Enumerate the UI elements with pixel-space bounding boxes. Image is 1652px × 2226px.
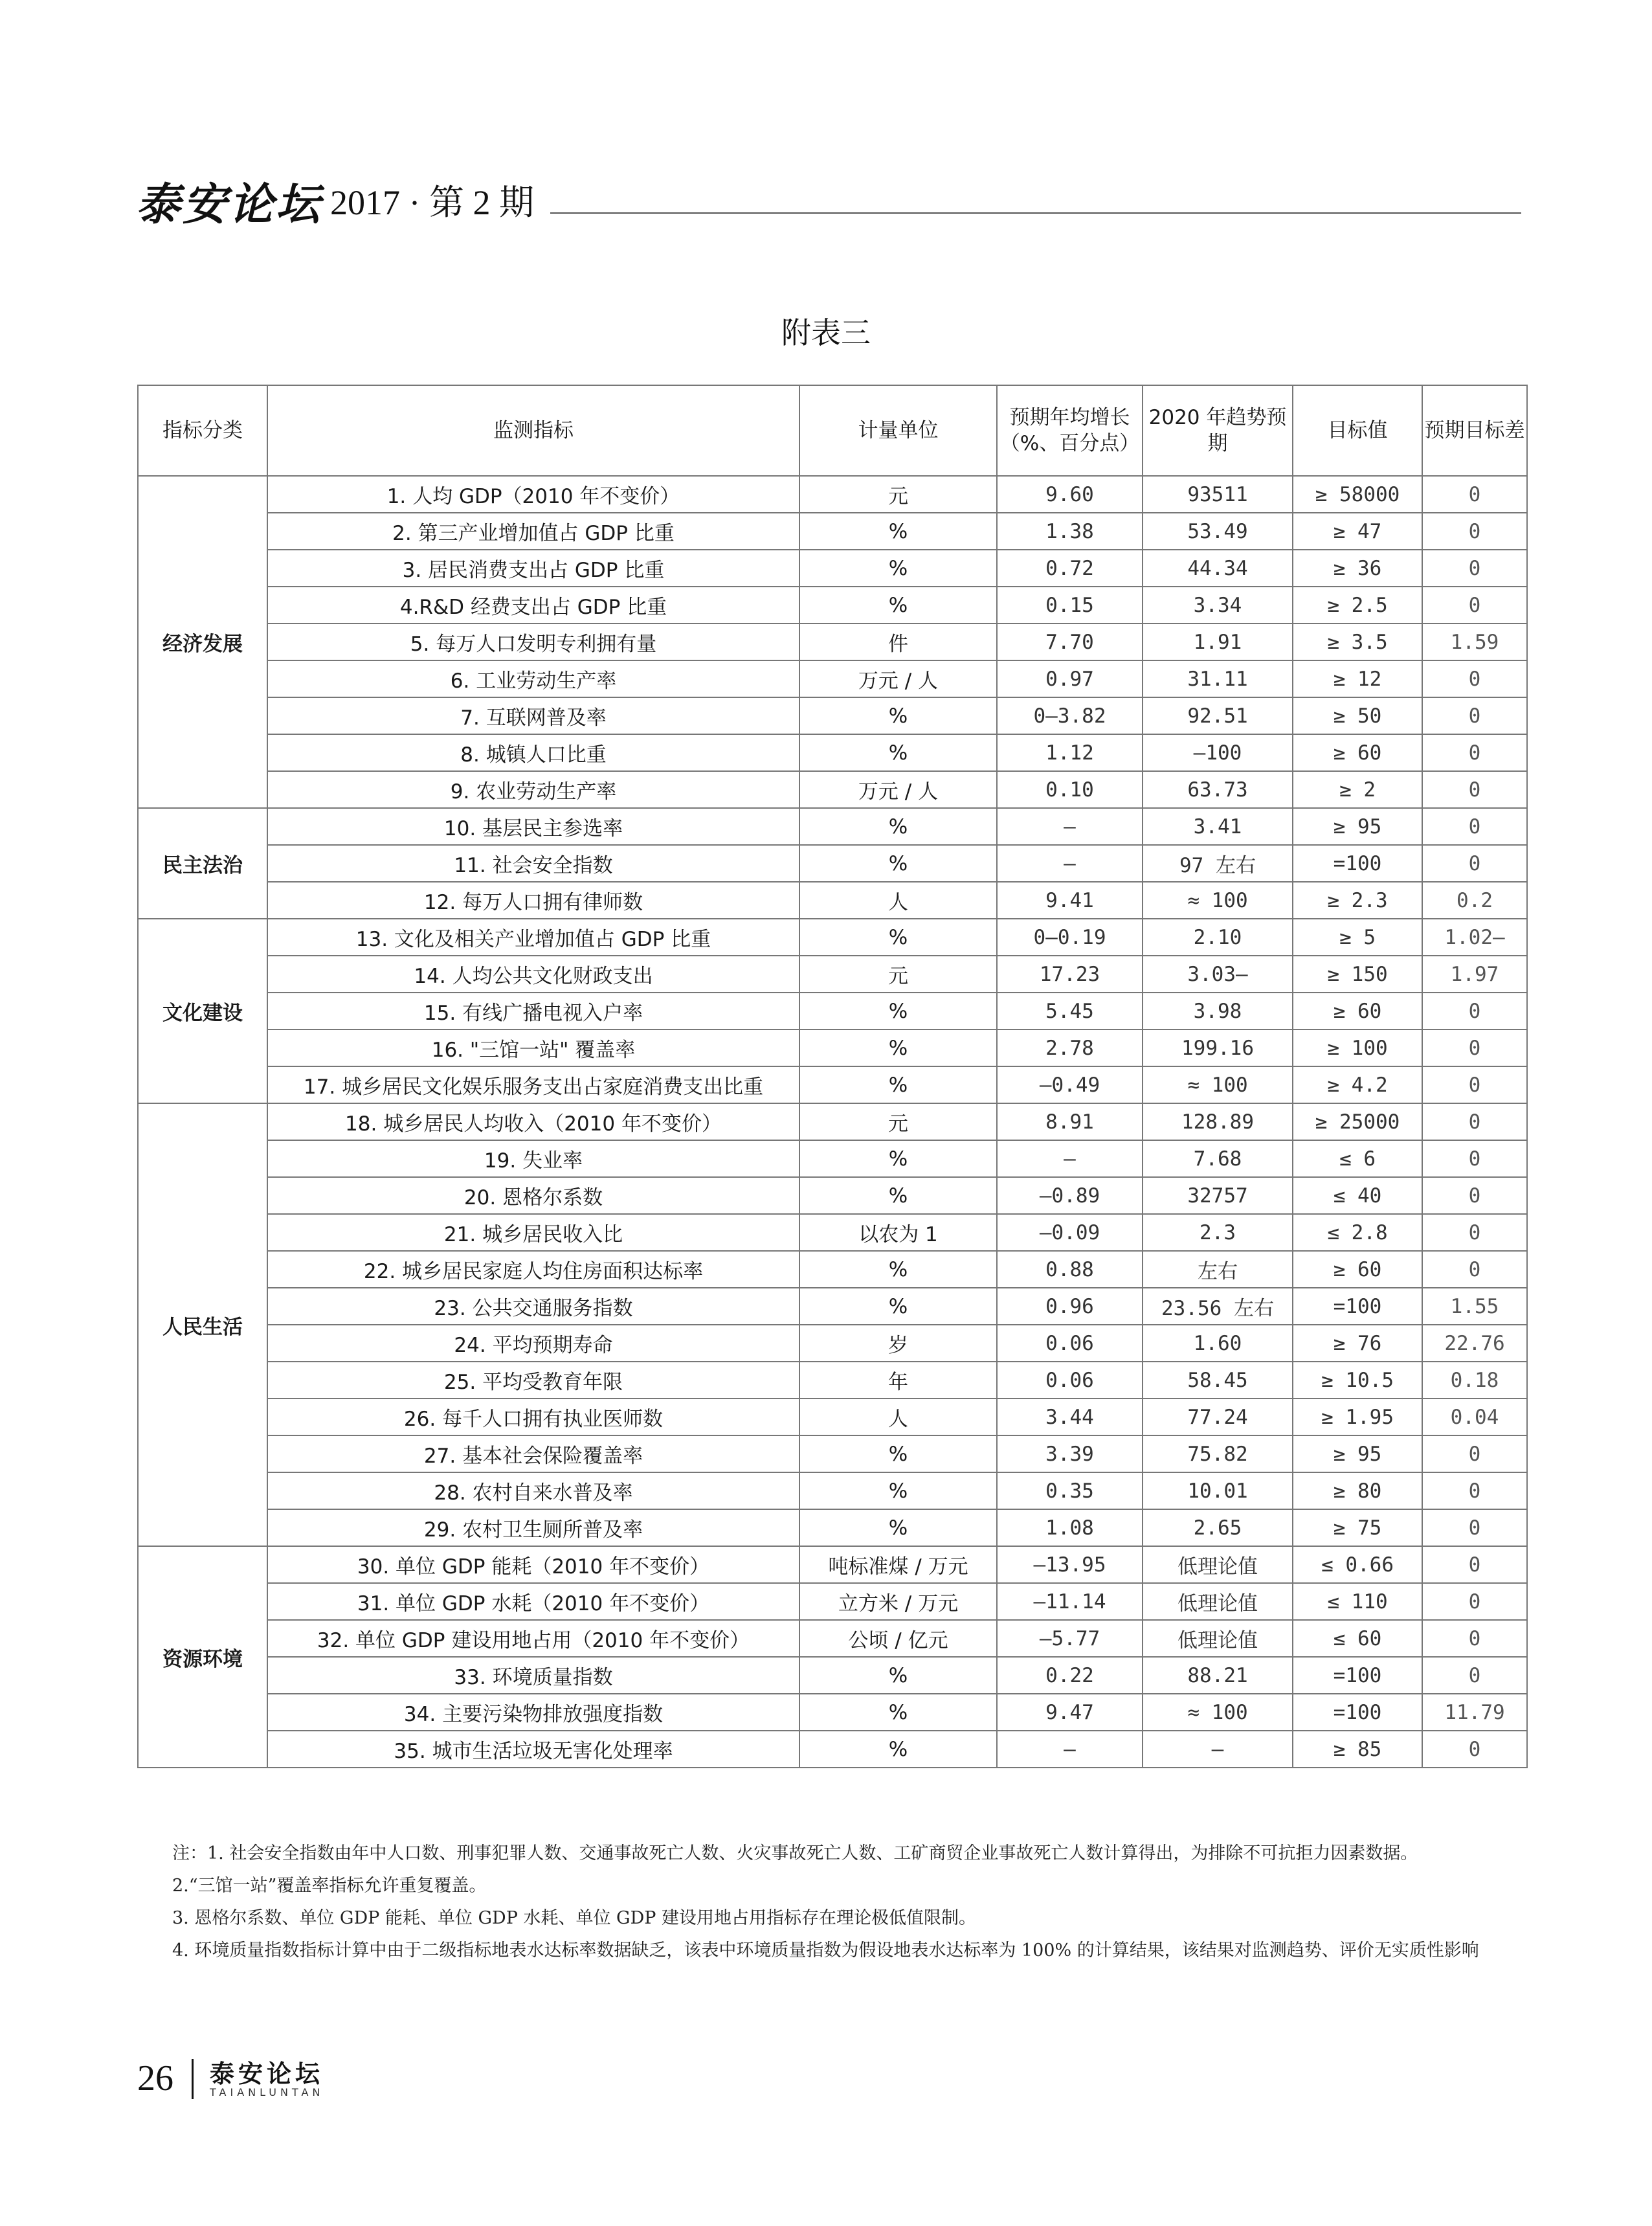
indicator-cell: 23. 公共交通服务指数: [267, 1288, 799, 1325]
growth-cell: —: [997, 808, 1143, 845]
target-cell: ≥ 25000: [1293, 1103, 1422, 1140]
target-cell: ≥ 100: [1293, 1029, 1422, 1066]
indicator-cell: 27. 基本社会保险覆盖率: [267, 1435, 799, 1472]
growth-cell: 3.39: [997, 1435, 1143, 1472]
growth-cell: 0.35: [997, 1472, 1143, 1509]
growth-cell: 1.08: [997, 1509, 1143, 1546]
table-row: [138, 1546, 1527, 1583]
target-cell: ≤ 6: [1293, 1140, 1422, 1177]
table-row: [138, 1251, 1527, 1288]
growth-cell: 0.22: [997, 1657, 1143, 1694]
target-cell: ≤ 0.66: [1293, 1546, 1422, 1583]
indicator-cell: 35. 城市生活垃圾无害化处理率: [267, 1731, 799, 1768]
forecast-cell: 88.21: [1143, 1657, 1293, 1694]
indicator-cell: 1. 人均 GDP（2010 年不变价）: [267, 476, 799, 513]
gap-cell: 0: [1422, 993, 1527, 1029]
unit-cell: 公顷 / 亿元: [799, 1620, 997, 1657]
target-cell: =100: [1293, 1288, 1422, 1325]
forecast-cell: ≈ 100: [1143, 1066, 1293, 1103]
growth-cell: 0.06: [997, 1362, 1143, 1399]
table-row: [138, 1177, 1527, 1214]
unit-cell: %: [799, 1657, 997, 1694]
forecast-cell: 63.73: [1143, 771, 1293, 808]
forecast-cell: 低理论值: [1143, 1546, 1293, 1583]
growth-cell: 5.45: [997, 993, 1143, 1029]
target-cell: ≥ 150: [1293, 956, 1422, 993]
target-cell: ≥ 60: [1293, 734, 1422, 771]
forecast-cell: 低理论值: [1143, 1620, 1293, 1657]
target-cell: ≥ 4.2: [1293, 1066, 1422, 1103]
unit-cell: 元: [799, 956, 997, 993]
indicator-cell: 4.R&D 经费支出占 GDP 比重: [267, 587, 799, 624]
table-row: [138, 660, 1527, 697]
unit-cell: 人: [799, 1399, 997, 1435]
forecast-cell: ≈ 100: [1143, 882, 1293, 919]
target-cell: ≥ 60: [1293, 993, 1422, 1029]
growth-cell: —13.95: [997, 1546, 1143, 1583]
growth-cell: 7.70: [997, 624, 1143, 660]
table-notes: [137, 1838, 1526, 1967]
table-row: [138, 808, 1527, 845]
unit-cell: 件: [799, 624, 997, 660]
table-row: [138, 513, 1527, 550]
target-cell: ≥ 36: [1293, 550, 1422, 587]
gap-cell: 0.18: [1422, 1362, 1527, 1399]
indicator-cell: 8. 城镇人口比重: [267, 734, 799, 771]
forecast-cell: 31.11: [1143, 660, 1293, 697]
target-cell: ≥ 10.5: [1293, 1362, 1422, 1399]
category-cell: 经济发展: [138, 476, 267, 808]
target-cell: ≥ 95: [1293, 808, 1422, 845]
forecast-cell: 23.56 左右: [1143, 1288, 1293, 1325]
gap-cell: 0: [1422, 513, 1527, 550]
col-header: 计量单位: [799, 385, 997, 476]
forecast-cell: 75.82: [1143, 1435, 1293, 1472]
target-cell: ≥ 2: [1293, 771, 1422, 808]
note-3: 3. 恩格尔系数、单位 GDP 能耗、单位 GDP 水耗、单位 GDP 建设用地占用指标存在理论极低值限制。: [172, 1908, 976, 1928]
table-row: [138, 1620, 1527, 1657]
table-header-row: [138, 385, 1527, 476]
unit-cell: 吨标准煤 / 万元: [799, 1546, 997, 1583]
target-cell: ≥ 47: [1293, 513, 1422, 550]
table-row: [138, 697, 1527, 734]
growth-cell: 0.88: [997, 1251, 1143, 1288]
unit-cell: %: [799, 1509, 997, 1546]
growth-cell: 0—3.82: [997, 697, 1143, 734]
indicator-cell: 5. 每万人口发明专利拥有量: [267, 624, 799, 660]
gap-cell: 0: [1422, 1472, 1527, 1509]
gap-cell: 0: [1422, 1435, 1527, 1472]
table-title: 附表三: [781, 315, 871, 350]
table-row: [138, 1657, 1527, 1694]
indicator-cell: 2. 第三产业增加值占 GDP 比重: [267, 513, 799, 550]
footer-journal-cn: 泰安论坛: [210, 2060, 324, 2088]
table-row: [138, 956, 1527, 993]
gap-cell: 22.76: [1422, 1325, 1527, 1362]
indicator-cell: 20. 恩格尔系数: [267, 1177, 799, 1214]
table-row: [138, 1103, 1527, 1140]
growth-cell: 9.47: [997, 1694, 1143, 1731]
growth-cell: 2.78: [997, 1029, 1143, 1066]
header-rule: [550, 212, 1521, 214]
unit-cell: %: [799, 993, 997, 1029]
growth-cell: 17.23: [997, 956, 1143, 993]
col-header: 指标分类: [138, 385, 267, 476]
table-row: [138, 1214, 1527, 1251]
growth-cell: —0.09: [997, 1214, 1143, 1251]
note-4: 4. 环境质量指数指标计算中由于二级指标地表水达标率数据缺乏，该表中环境质量指数为假设地表水达标率为 100% 的计算结果，该结果对监测趋势、评价无实质性影响: [172, 1940, 1479, 1961]
forecast-cell: 7.68: [1143, 1140, 1293, 1177]
page-number: 26: [137, 2058, 173, 2098]
indicator-cell: 9. 农业劳动生产率: [267, 771, 799, 808]
target-cell: ≤ 60: [1293, 1620, 1422, 1657]
gap-cell: 0: [1422, 1657, 1527, 1694]
growth-cell: 0—0.19: [997, 919, 1143, 956]
indicator-cell: 30. 单位 GDP 能耗（2010 年不变价）: [267, 1546, 799, 1583]
table-row: [138, 1362, 1527, 1399]
gap-cell: 0: [1422, 1214, 1527, 1251]
growth-cell: —0.89: [997, 1177, 1143, 1214]
col-header: 目标值: [1293, 385, 1422, 476]
forecast-cell: 32757: [1143, 1177, 1293, 1214]
indicator-cell: 28. 农村自来水普及率: [267, 1472, 799, 1509]
indicator-cell: 7. 互联网普及率: [267, 697, 799, 734]
growth-cell: 9.60: [997, 476, 1143, 513]
unit-cell: %: [799, 1066, 997, 1103]
indicator-cell: 24. 平均预期寿命: [267, 1325, 799, 1362]
target-cell: =100: [1293, 1694, 1422, 1731]
indicator-cell: 34. 主要污染物排放强度指数: [267, 1694, 799, 1731]
table-row: [138, 993, 1527, 1029]
gap-cell: 1.59: [1422, 624, 1527, 660]
gap-cell: 0: [1422, 808, 1527, 845]
indicator-cell: 12. 每万人口拥有律师数: [267, 882, 799, 919]
growth-cell: 0.06: [997, 1325, 1143, 1362]
growth-cell: 0.10: [997, 771, 1143, 808]
target-cell: ≥ 75: [1293, 1509, 1422, 1546]
forecast-cell: 77.24: [1143, 1399, 1293, 1435]
forecast-cell: 3.03—: [1143, 956, 1293, 993]
gap-cell: 0: [1422, 550, 1527, 587]
unit-cell: %: [799, 513, 997, 550]
unit-cell: 万元 / 人: [799, 771, 997, 808]
indicator-cell: 29. 农村卫生厕所普及率: [267, 1509, 799, 1546]
gap-cell: 0: [1422, 660, 1527, 697]
growth-cell: 9.41: [997, 882, 1143, 919]
target-cell: ≥ 50: [1293, 697, 1422, 734]
unit-cell: %: [799, 845, 997, 882]
gap-cell: 0: [1422, 587, 1527, 624]
unit-cell: %: [799, 1140, 997, 1177]
forecast-cell: 3.41: [1143, 808, 1293, 845]
category-cell: 文化建设: [138, 919, 267, 1103]
forecast-cell: 1.60: [1143, 1325, 1293, 1362]
target-cell: =100: [1293, 1657, 1422, 1694]
unit-cell: 万元 / 人: [799, 660, 997, 697]
gap-cell: 0.04: [1422, 1399, 1527, 1435]
journal-title: 泰安论坛: [136, 179, 323, 230]
unit-cell: %: [799, 1435, 997, 1472]
indicator-cell: 18. 城乡居民人均收入（2010 年不变价）: [267, 1103, 799, 1140]
gap-cell: 0: [1422, 1620, 1527, 1657]
gap-cell: 0: [1422, 476, 1527, 513]
growth-cell: 0.15: [997, 587, 1143, 624]
target-cell: ≥ 76: [1293, 1325, 1422, 1362]
unit-cell: %: [799, 1288, 997, 1325]
forecast-cell: 53.49: [1143, 513, 1293, 550]
table-row: [138, 734, 1527, 771]
gap-cell: 0: [1422, 1509, 1527, 1546]
indicator-cell: 21. 城乡居民收入比: [267, 1214, 799, 1251]
unit-cell: %: [799, 697, 997, 734]
table-row: [138, 882, 1527, 919]
target-cell: ≥ 2.5: [1293, 587, 1422, 624]
col-header: 2020 年趋势预期: [1143, 385, 1293, 476]
table-row: [138, 1029, 1527, 1066]
target-cell: =100: [1293, 845, 1422, 882]
table-row: [138, 476, 1527, 513]
target-cell: ≥ 58000: [1293, 476, 1422, 513]
growth-cell: 0.96: [997, 1288, 1143, 1325]
indicator-cell: 14. 人均公共文化财政支出: [267, 956, 799, 993]
col-header: 预期年均增长（%、百分点）: [997, 385, 1143, 476]
target-cell: ≥ 3.5: [1293, 624, 1422, 660]
unit-cell: %: [799, 1029, 997, 1066]
forecast-cell: ≈ 100: [1143, 1694, 1293, 1731]
indicator-cell: 19. 失业率: [267, 1140, 799, 1177]
forecast-cell: 44.34: [1143, 550, 1293, 587]
target-cell: ≥ 2.3: [1293, 882, 1422, 919]
growth-cell: —: [997, 1731, 1143, 1768]
gap-cell: 0: [1422, 1546, 1527, 1583]
unit-cell: 元: [799, 476, 997, 513]
forecast-cell: 左右: [1143, 1251, 1293, 1288]
growth-cell: 1.12: [997, 734, 1143, 771]
running-header: [136, 170, 1521, 230]
gap-cell: 0: [1422, 1731, 1527, 1768]
gap-cell: 0: [1422, 845, 1527, 882]
forecast-cell: 97 左右: [1143, 845, 1293, 882]
forecast-cell: 10.01: [1143, 1472, 1293, 1509]
forecast-cell: —100: [1143, 734, 1293, 771]
table-row: [138, 587, 1527, 624]
indicator-cell: 32. 单位 GDP 建设用地占用（2010 年不变价）: [267, 1620, 799, 1657]
unit-cell: %: [799, 550, 997, 587]
growth-cell: 1.38: [997, 513, 1143, 550]
unit-cell: 岁: [799, 1325, 997, 1362]
growth-cell: —: [997, 1140, 1143, 1177]
unit-cell: %: [799, 1731, 997, 1768]
forecast-cell: 1.91: [1143, 624, 1293, 660]
forecast-cell: 128.89: [1143, 1103, 1293, 1140]
indicator-cell: 10. 基层民主参选率: [267, 808, 799, 845]
forecast-cell: 58.45: [1143, 1362, 1293, 1399]
note-2: 2.“三馆一站”覆盖率指标允许重复覆盖。: [172, 1876, 487, 1896]
footer-divider: [192, 2059, 194, 2099]
table-row: [138, 919, 1527, 956]
indicator-cell: 15. 有线广播电视入户率: [267, 993, 799, 1029]
forecast-cell: —: [1143, 1731, 1293, 1768]
table-row: [138, 1472, 1527, 1509]
gap-cell: 0: [1422, 1029, 1527, 1066]
growth-cell: 0.97: [997, 660, 1143, 697]
target-cell: ≥ 95: [1293, 1435, 1422, 1472]
indicator-cell: 25. 平均受教育年限: [267, 1362, 799, 1399]
forecast-cell: 低理论值: [1143, 1583, 1293, 1620]
indicator-cell: 22. 城乡居民家庭人均住房面积达标率: [267, 1251, 799, 1288]
target-cell: ≥ 60: [1293, 1251, 1422, 1288]
indicator-cell: 33. 环境质量指数: [267, 1657, 799, 1694]
growth-cell: 3.44: [997, 1399, 1143, 1435]
table-row: [138, 1399, 1527, 1435]
gap-cell: 1.02—: [1422, 919, 1527, 956]
table-row: [138, 550, 1527, 587]
gap-cell: 0: [1422, 1177, 1527, 1214]
unit-cell: 人: [799, 882, 997, 919]
indicator-cell: 6. 工业劳动生产率: [267, 660, 799, 697]
table-row: [138, 1435, 1527, 1472]
growth-cell: —0.49: [997, 1066, 1143, 1103]
forecast-cell: 199.16: [1143, 1029, 1293, 1066]
indicator-cell: 11. 社会安全指数: [267, 845, 799, 882]
indicator-cell: 31. 单位 GDP 水耗（2010 年不变价）: [267, 1583, 799, 1620]
forecast-cell: 3.34: [1143, 587, 1293, 624]
forecast-cell: 3.98: [1143, 993, 1293, 1029]
gap-cell: 11.79: [1422, 1694, 1527, 1731]
unit-cell: %: [799, 1472, 997, 1509]
forecast-cell: 2.10: [1143, 919, 1293, 956]
category-cell: 人民生活: [138, 1103, 267, 1546]
table-row: [138, 845, 1527, 882]
unit-cell: 以农为 1: [799, 1214, 997, 1251]
gap-cell: 0: [1422, 1140, 1527, 1177]
indicator-cell: 16. "三馆一站" 覆盖率: [267, 1029, 799, 1066]
target-cell: ≤ 110: [1293, 1583, 1422, 1620]
target-cell: ≤ 40: [1293, 1177, 1422, 1214]
footer-journal-en: TAIANLUNTAN: [210, 2086, 324, 2098]
table-row: [138, 771, 1527, 808]
gap-cell: 0: [1422, 1103, 1527, 1140]
table-row: [138, 1509, 1527, 1546]
growth-cell: 0.72: [997, 550, 1143, 587]
table-row: [138, 1325, 1527, 1362]
indicator-cell: 17. 城乡居民文化娱乐服务支出占家庭消费支出比重: [267, 1066, 799, 1103]
gap-cell: 0: [1422, 734, 1527, 771]
growth-cell: —5.77: [997, 1620, 1143, 1657]
gap-cell: 0: [1422, 1066, 1527, 1103]
indicator-cell: 3. 居民消费支出占 GDP 比重: [267, 550, 799, 587]
indicator-table: [137, 385, 1528, 1768]
forecast-cell: 2.3: [1143, 1214, 1293, 1251]
target-cell: ≥ 5: [1293, 919, 1422, 956]
unit-cell: %: [799, 587, 997, 624]
gap-cell: 1.97: [1422, 956, 1527, 993]
unit-cell: %: [799, 808, 997, 845]
forecast-cell: 2.65: [1143, 1509, 1293, 1546]
table-row: [138, 1288, 1527, 1325]
category-cell: 资源环境: [138, 1546, 267, 1768]
forecast-cell: 92.51: [1143, 697, 1293, 734]
unit-cell: 年: [799, 1362, 997, 1399]
unit-cell: 立方米 / 万元: [799, 1583, 997, 1620]
table-row: [138, 624, 1527, 660]
table-row: [138, 1066, 1527, 1103]
unit-cell: %: [799, 1251, 997, 1288]
gap-cell: 0: [1422, 1251, 1527, 1288]
category-cell: 民主法治: [138, 808, 267, 919]
target-cell: ≥ 80: [1293, 1472, 1422, 1509]
table-row: [138, 1140, 1527, 1177]
table-row: [138, 1694, 1527, 1731]
gap-cell: 0: [1422, 771, 1527, 808]
unit-cell: 元: [799, 1103, 997, 1140]
col-header: 监测指标: [267, 385, 799, 476]
table-row: [138, 1583, 1527, 1620]
page-footer: [137, 2054, 526, 2112]
growth-cell: 8.91: [997, 1103, 1143, 1140]
gap-cell: 0.2: [1422, 882, 1527, 919]
note-1: 注：1. 社会安全指数由年中人口数、刑事犯罪人数、交通事故死亡人数、火灾事故死亡人数、工矿商贸企业事故死亡人数计算得出，为排除不可抗拒力因素数据。: [172, 1843, 1418, 1863]
unit-cell: %: [799, 734, 997, 771]
unit-cell: %: [799, 1694, 997, 1731]
target-cell: ≥ 85: [1293, 1731, 1422, 1768]
gap-cell: 1.55: [1422, 1288, 1527, 1325]
table-row: [138, 1731, 1527, 1768]
target-cell: ≤ 2.8: [1293, 1214, 1422, 1251]
indicator-cell: 13. 文化及相关产业增加值占 GDP 比重: [267, 919, 799, 956]
forecast-cell: 93511: [1143, 476, 1293, 513]
target-cell: ≥ 1.95: [1293, 1399, 1422, 1435]
gap-cell: 0: [1422, 1583, 1527, 1620]
indicator-cell: 26. 每千人口拥有执业医师数: [267, 1399, 799, 1435]
unit-cell: %: [799, 919, 997, 956]
gap-cell: 0: [1422, 697, 1527, 734]
table-body: [138, 476, 1527, 1768]
unit-cell: %: [799, 1177, 997, 1214]
growth-cell: —11.14: [997, 1583, 1143, 1620]
col-header: 预期目标差: [1422, 385, 1527, 476]
target-cell: ≥ 12: [1293, 660, 1422, 697]
issue-label: 2017 · 第 2 期: [330, 183, 534, 222]
growth-cell: —: [997, 845, 1143, 882]
